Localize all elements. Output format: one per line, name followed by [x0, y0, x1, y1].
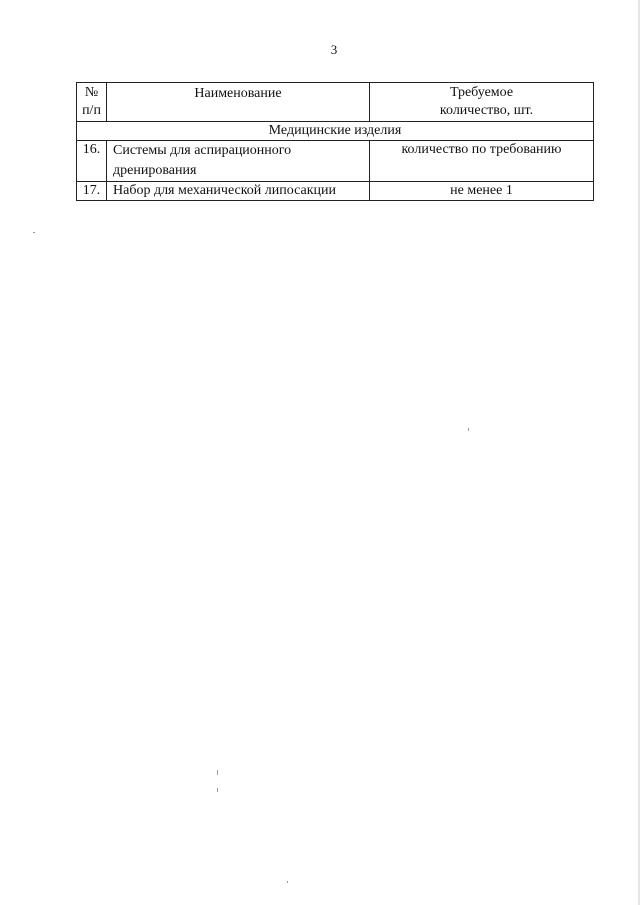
row-name-line1: Набор для механической липосакции: [113, 183, 336, 198]
row-number: 16.: [77, 141, 107, 182]
table-row: [77, 141, 594, 182]
items-table: [76, 82, 594, 201]
header-number-abbrev: п/п: [82, 103, 101, 118]
page-number: 3: [330, 42, 338, 57]
table-header-row: [77, 83, 594, 122]
table-row: [77, 182, 594, 201]
row-quantity: количество по требованию: [370, 141, 594, 182]
header-name-label: Наименование: [194, 86, 282, 101]
row-quantity: не менее 1: [370, 182, 594, 201]
header-quantity-cell: [370, 83, 594, 122]
header-quantity-line1: Требуемое: [449, 85, 514, 100]
header-number-cell: [77, 83, 107, 122]
row-name-cell: [107, 182, 370, 201]
row-name-line1: Системы для аспирационного: [113, 143, 292, 158]
scan-speck: [33, 232, 35, 233]
row-name-cell: [107, 141, 370, 182]
scan-speck: [217, 788, 218, 792]
header-quantity-line2: количество, шт.: [439, 103, 534, 118]
header-number-symbol: №: [84, 85, 99, 100]
row-name-line2: дренирования: [113, 163, 197, 178]
scan-speck: [468, 428, 469, 431]
scan-speck: [287, 881, 288, 883]
scan-speck: [217, 770, 218, 775]
section-row: [77, 122, 594, 141]
header-name-cell: [107, 83, 370, 122]
row-number: 17.: [77, 182, 107, 201]
section-title: Медицинские изделия: [77, 122, 594, 141]
